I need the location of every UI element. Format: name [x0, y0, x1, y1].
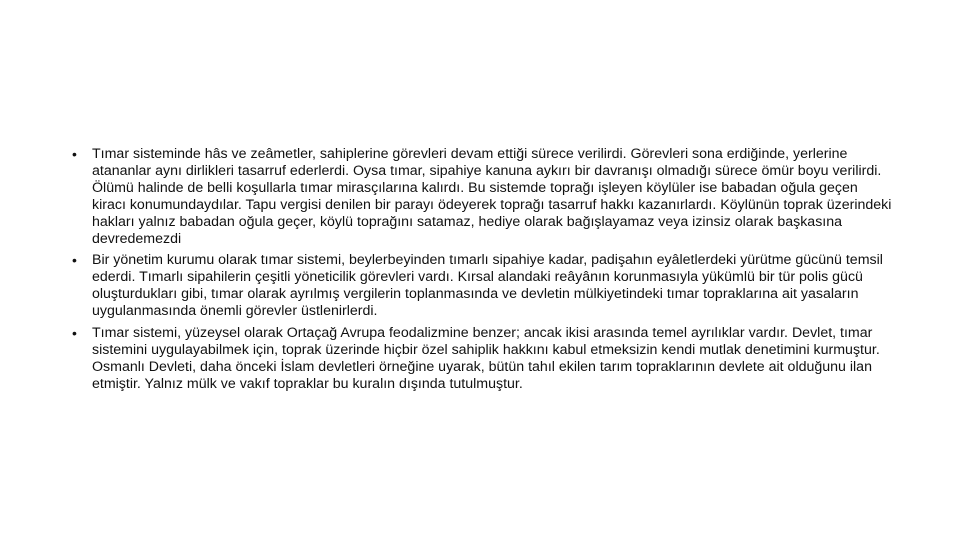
bullet-icon: •: [72, 252, 77, 269]
bullet-item-feudalism-comparison: [72, 325, 892, 393]
bullet-list: [72, 146, 892, 398]
bullet-text: Tımar sisteminde hâs ve zeâmetler, sahiplerine görevleri devam ettiği sürece verilirdi. Görevleri sona erdiğinde, yerlerine atananlar aynı dirlikleri tasarruf ederlerdi. Oysa tımar, sipahiye kanuna aykırı bir davranışı olmadığı sürece ömür boyu verilirdi. Ölümü halinde de belli koşullarla tımar mirasçılarına kalırdı. Bu sistemde toprağı işleyen köylüler ise babadan oğula geçen kiracı konumundaydılar. Tapu vergisi denilen bir parayı ödeyerek toprağı tasarruf hakkı kazanırlardı. Köylünün toprak üzerindeki hakları yalnız babadan oğula geçer, köylü toprağını satamaz, hediye olarak bağışlayamaz veya izinsiz olarak başkasına devredemezdi: [92, 146, 892, 247]
bullet-text: Bir yönetim kurumu olarak tımar sistemi, beylerbeyinden tımarlı sipahiye kadar, padişahın eyâletlerdeki yürütme gücünü temsil ederdi. Tımarlı sipahilerin çeşitli yöneticilik görevleri vardı. Kırsal alandaki reâyânın korunmasıyla yükümlü bir tür polis gücü oluşturdukları gibi, tımar olarak ayrılmış vergilerin toplanmasında ve devletin mülkiyetindeki tımar topraklarına ait yasaların uygulanmasında önemli görevler üstlenirlerdi.: [92, 252, 883, 320]
bullet-icon: •: [72, 146, 77, 162]
bullet-text: Tımar sistemi, yüzeysel olarak Ortaçağ Avrupa feodalizmine benzer; ancak ikisi arasında temel ayrılıklar vardır. Devlet, tımar sistemini uygulayabilmek için, toprak üzerinde hiçbir özel sahiplik hakkını kabul etmeksizin kendi mutlak denetimini kurmuştur. Osmanlı Devleti, daha önceki İslam devletleri örneğine uyarak, bütün tahıl ekilen tarım topraklarının devlete ait olduğunu ilan etmiştir. Yalnız mülk ve vakıf topraklar bu kuralın dışında tutulmuştur.: [92, 325, 880, 392]
bullet-icon: •: [72, 325, 77, 342]
bullet-item-tenure: [72, 146, 892, 247]
bullet-item-administration: [72, 252, 892, 320]
